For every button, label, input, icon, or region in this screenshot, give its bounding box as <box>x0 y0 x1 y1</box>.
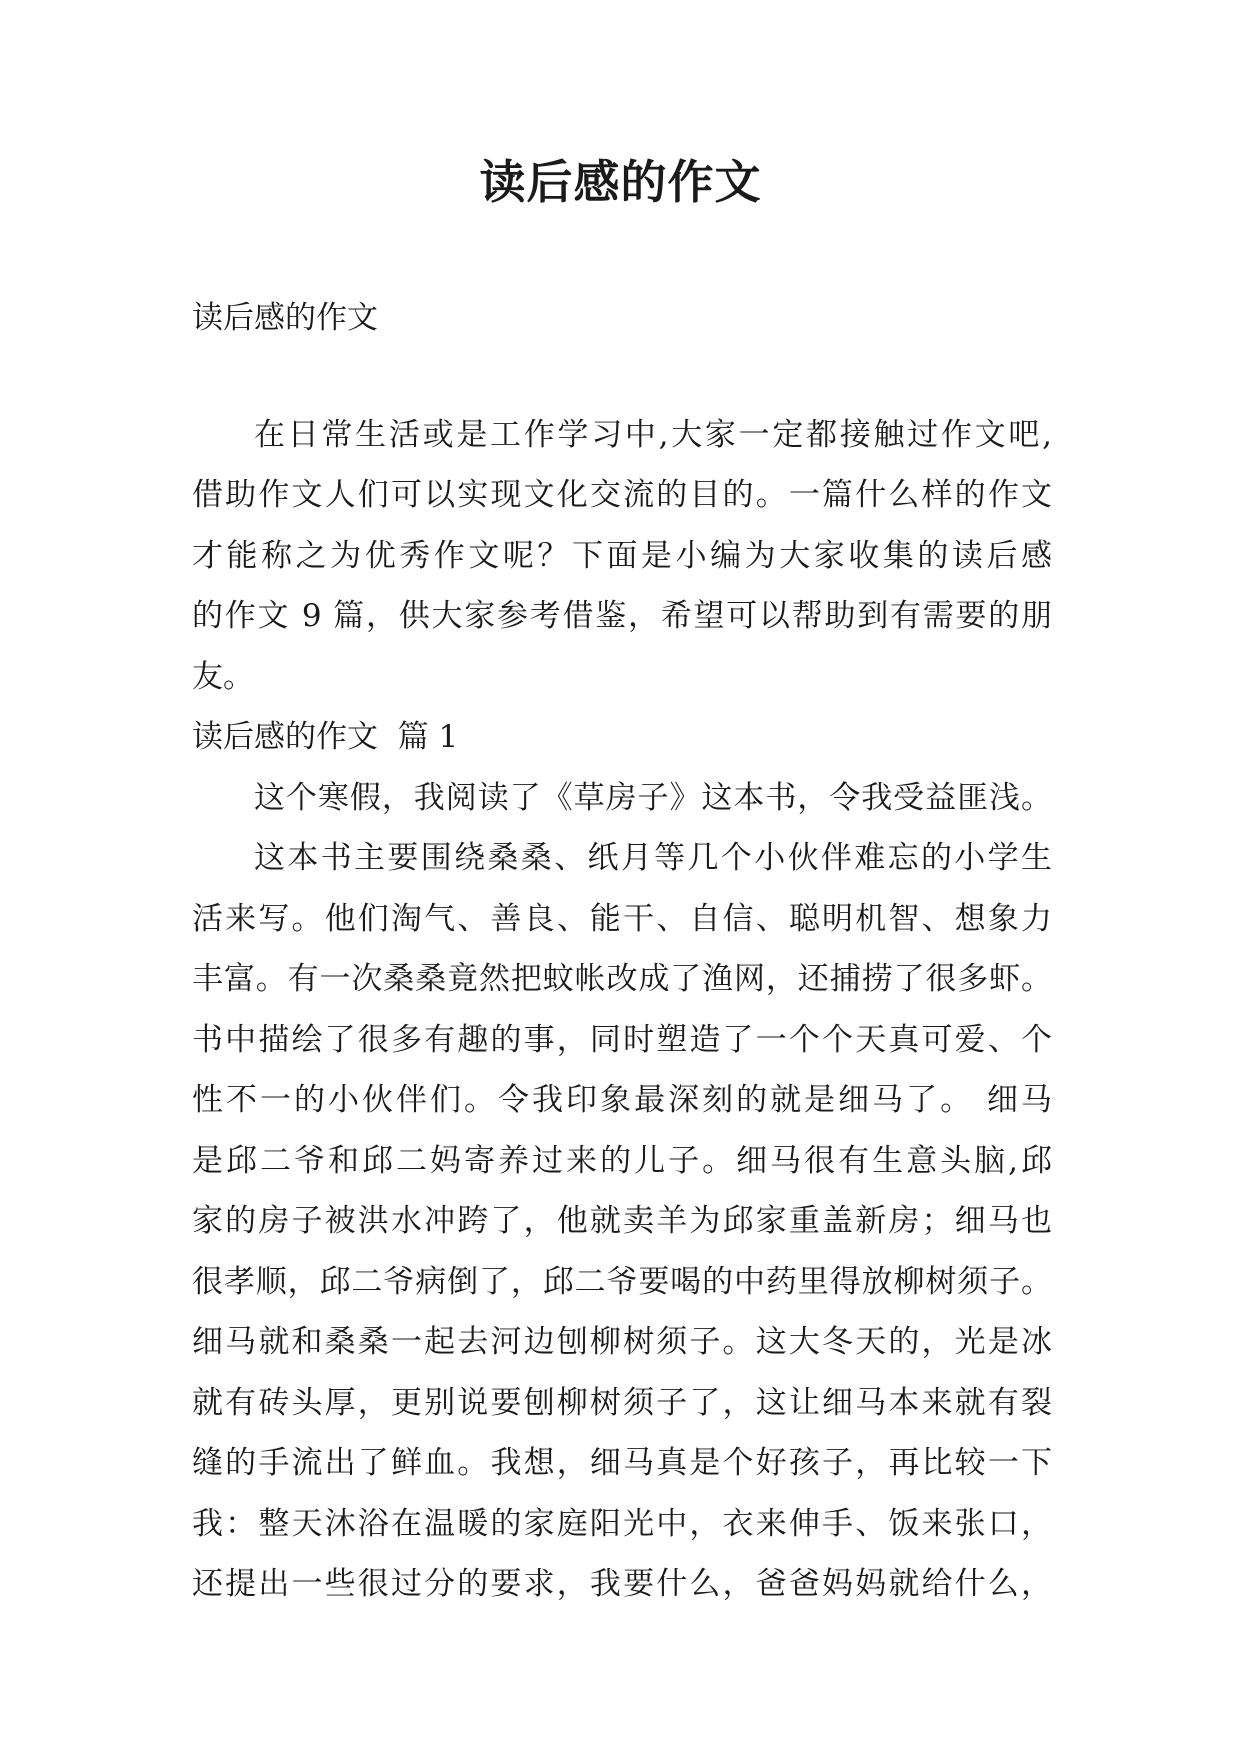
document-subtitle: 读后感的作文 <box>192 300 378 336</box>
intro-paragraph <box>192 405 1052 708</box>
body-line: 是邱二爷和邱二妈寄养过来的儿子。细马很有生意头脑,邱 <box>192 1142 1052 1179</box>
body-line: 家的房子被洪水冲跨了，他就卖羊为邱家重盖新房；细马也 <box>192 1203 1052 1239</box>
body-line: 性不一的小伙伴们。令我印象最深刻的就是细马了。 细马 <box>192 1082 1052 1118</box>
intro-line: 才能称之为优秀作文呢？下面是小编为大家收集的读后感 <box>192 537 1052 574</box>
intro-line: 借助作文人们可以实现文化交流的目的。一篇什么样的作文 <box>192 477 1052 513</box>
intro-line: 友。 <box>192 658 254 695</box>
body-line: 还提出一些很过分的要求，我要什么，爸爸妈妈就给什么， <box>192 1566 1052 1602</box>
section1-paragraph-1: 这个寒假，我阅读了《草房子》这本书，令我受益匪浅。 <box>254 779 1052 816</box>
document-title: 读后感的作文 <box>479 155 762 209</box>
body-line: 很孝顺，邱二爷病倒了，邱二爷要喝的中药里得放柳树须子。 <box>192 1263 1052 1300</box>
body-line: 就有砖头厚，更别说要刨柳树须子了，这让细马本来就有裂 <box>192 1384 1052 1421</box>
body-line: 细马就和桑桑一起去河边刨柳树须子。这大冬天的，光是冰 <box>192 1324 1052 1360</box>
body-line: 丰富。有一次桑桑竟然把蚊帐改成了渔网，还捕捞了很多虾。 <box>192 961 1052 997</box>
section1-paragraph-2 <box>192 828 1052 1615</box>
body-line: 缝的手流出了鲜血。我想，细马真是个好孩子，再比较一下 <box>192 1445 1052 1481</box>
intro-line: 在日常生活或是工作学习中,大家一定都接触过作文吧, <box>254 416 1052 453</box>
body-line: 我：整天沐浴在温暖的家庭阳光中，衣来伸手、饭来张口， <box>192 1505 1052 1542</box>
body-line: 书中描绘了很多有趣的事，同时塑造了一个个天真可爱、个 <box>192 1021 1052 1058</box>
body-line: 活来写。他们淘气、善良、能干、自信、聪明机智、想象力 <box>192 900 1052 937</box>
section-heading: 读后感的作文 篇 1 <box>192 719 459 755</box>
intro-line: 的作文 9 篇，供大家参考借鉴，希望可以帮助到有需要的朋 <box>192 598 1052 634</box>
body-line: 这本书主要围绕桑桑、纸月等几个小伙伴难忘的小学生 <box>254 840 1052 876</box>
document-body <box>192 288 1052 1615</box>
